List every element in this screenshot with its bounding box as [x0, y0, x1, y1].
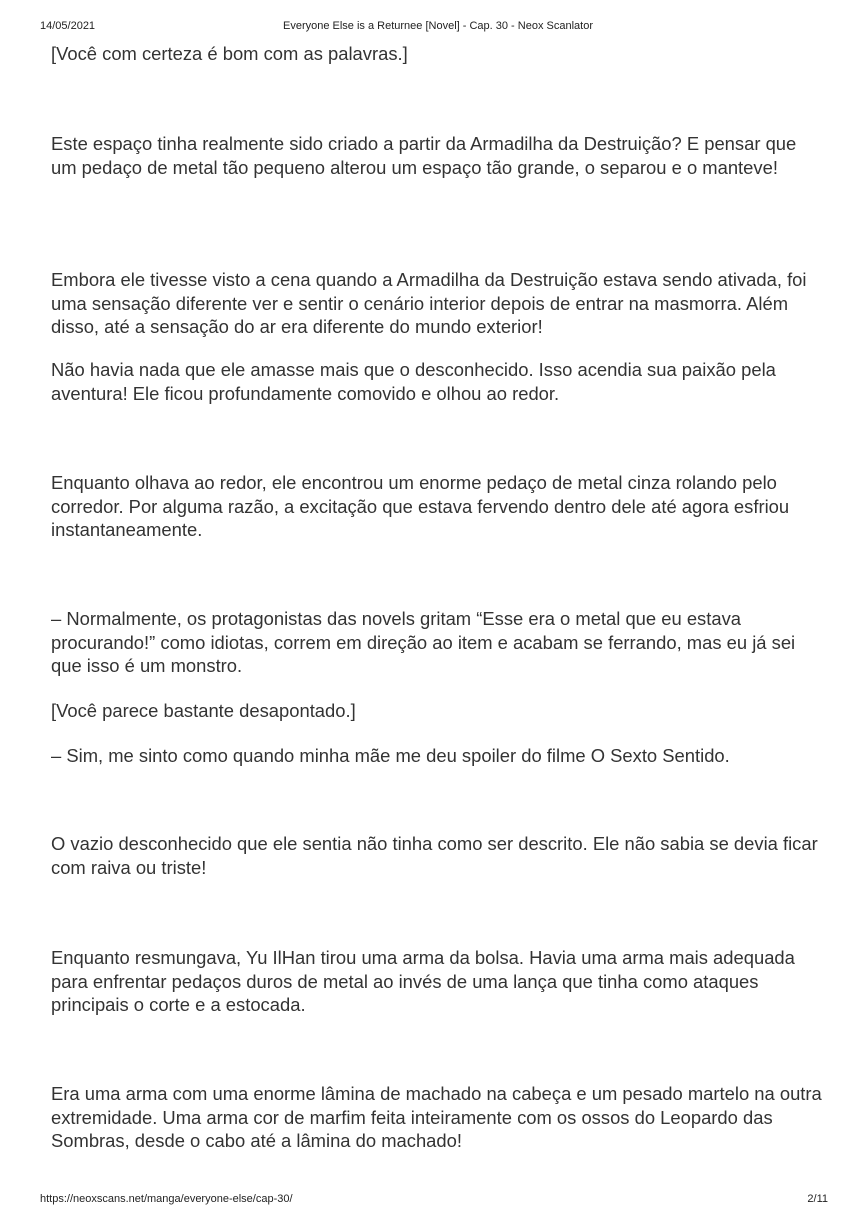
- paragraph: Não havia nada que ele amasse mais que o desconhecido. Isso acendia sua paixão pela aventura! Ele ficou profundamente comovido e olhou ao redor.: [51, 359, 776, 404]
- page-url: https://neoxscans.net/manga/everyone-else/cap-30/: [40, 1193, 293, 1205]
- paragraph: – Sim, me sinto como quando minha mãe me deu spoiler do filme O Sexto Sentido.: [51, 745, 730, 766]
- print-footer: [40, 1193, 828, 1209]
- paragraph: Embora ele tivesse visto a cena quando a Armadilha da Destruição estava sendo ativada, foi uma sensação diferente ver e sentir o cenário interior depois de entrar na masmorra. Além disso, até a sensação do ar era diferente do mundo exterior!: [51, 269, 807, 337]
- paragraph: Era uma arma com uma enorme lâmina de machado na cabeça e um pesado martelo na outra extremidade. Uma arma cor de marfim feita inteiramente com os ossos do Leopardo das Sombras, desde o cabo até a lâmina do machado!: [51, 1083, 822, 1151]
- paragraph: [Você parece bastante desapontado.]: [51, 700, 356, 721]
- paragraph: Enquanto olhava ao redor, ele encontrou um enorme pedaço de metal cinza rolando pelo corredor. Por alguma razão, a excitação que estava fervendo dentro dele até agora esfriou instantaneamente.: [51, 472, 790, 540]
- paragraph: Enquanto resmungava, Yu IlHan tirou uma arma da bolsa. Havia uma arma mais adequada para enfrentar pedaços duros de metal ao invés de uma lança que tinha como ataques principais o corte e a estocada.: [51, 947, 795, 1015]
- page-number: 2/11: [807, 1193, 828, 1205]
- document-title: Everyone Else is a Returnee [Novel] - Cap. 30 - Neox Scanlator: [283, 20, 593, 32]
- print-date: 14/05/2021: [40, 20, 96, 32]
- paragraph: [Você com certeza é bom com as palavras.]: [51, 43, 408, 64]
- paragraph: O vazio desconhecido que ele sentia não tinha como ser descrito. Ele não sabia se devia ficar com raiva ou triste!: [51, 833, 818, 878]
- print-header: [40, 20, 828, 36]
- paragraph: – Normalmente, os protagonistas das novels gritam “Esse era o metal que eu estava procurando!” como idiotas, correm em direção ao item e acabam se ferrando, mas eu já sei que isso é um monstro.: [51, 608, 796, 676]
- paragraph: Este espaço tinha realmente sido criado a partir da Armadilha da Destruição? E pensar que um pedaço de metal tão pequeno alterou um espaço tão grande, o separou e o manteve!: [51, 133, 797, 178]
